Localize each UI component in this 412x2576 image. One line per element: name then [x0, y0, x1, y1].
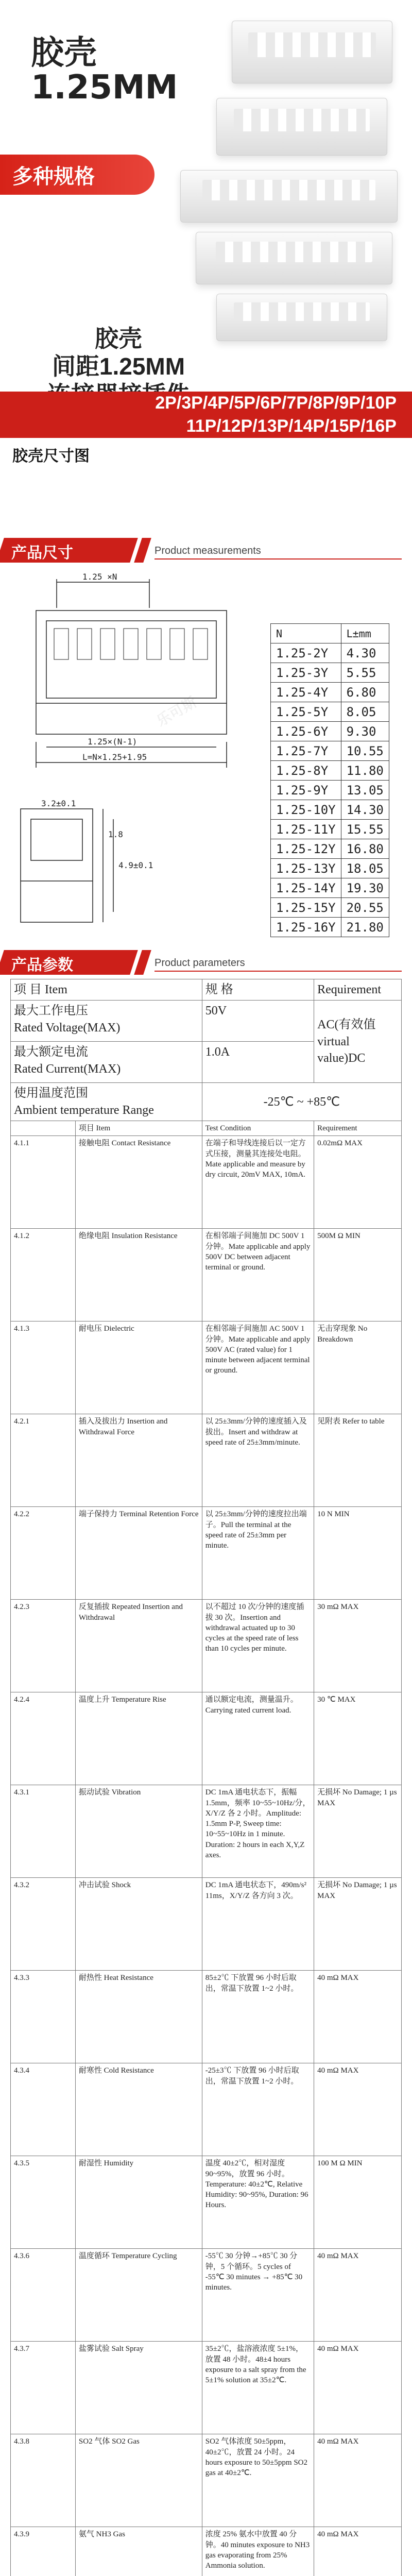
- params-head-spec: 规 格: [202, 979, 314, 1001]
- test-condition: 以不超过 10 次/分钟的速度插拔 30 次。Insertion and withdrawal actuated up to 30 cycles at the speed rate of less than 10 cycles per minute.: [202, 1600, 314, 1692]
- test-condition: 以 25±3mm/分钟的速度拉出端子。Pull the terminal at the speed rate of 25±3mm per minute.: [202, 1507, 314, 1600]
- part-number: 1.25-3Y: [271, 663, 341, 683]
- test-condition: SO2 气体浓度 50±5ppm，40±2℃，放置 24 小时。24 hours exposure to 50±5ppm SO2 gas at 40±2℃.: [202, 2434, 314, 2527]
- section-header-params: [0, 943, 412, 979]
- part-number: 1.25-9Y: [271, 781, 341, 800]
- test-requirement: 40 mΩ MAX: [314, 2063, 402, 2156]
- test-requirement: 无损坏 No Damage; 1 µs MAX: [314, 1785, 402, 1878]
- part-number: 1.25-11Y: [271, 820, 341, 839]
- length-value: 9.30: [341, 722, 389, 741]
- test-requirement: 0.02mΩ MAX: [314, 1136, 402, 1229]
- test-id: 4.3.2: [11, 1878, 76, 1971]
- test-row: [11, 2063, 402, 2156]
- length-value: 5.55: [341, 663, 389, 683]
- test-id: 4.3.7: [11, 2342, 76, 2434]
- test-item: 端子保持力 Terminal Retention Force: [75, 1507, 202, 1600]
- dim-table-row: [271, 800, 389, 820]
- section-header-size: [0, 531, 412, 567]
- test-id: 4.3.8: [11, 2434, 76, 2527]
- pin-count-band: [0, 392, 412, 438]
- hero-subtitle-line1: 胶壳: [95, 325, 142, 352]
- test-item: 耐湿性 Humidity: [75, 2156, 202, 2249]
- test-condition: DC 1mA 通电状态下，490m/s² 11ms，X/Y/Z 各方向 3 次。: [202, 1878, 314, 1971]
- test-item: SO2 气体 SO2 Gas: [75, 2434, 202, 2527]
- test-id: 4.1.1: [11, 1136, 76, 1229]
- dim-table-row: [271, 643, 389, 663]
- dim-table-row: [271, 702, 389, 722]
- test-requirement: 30 mΩ MAX: [314, 1600, 402, 1692]
- dim-table-row: [271, 761, 389, 781]
- length-value: 18.05: [341, 859, 389, 878]
- param-row: [11, 1001, 202, 1042]
- test-row: [11, 1600, 402, 1692]
- dim-table-row: [271, 741, 389, 761]
- test-id: 4.2.3: [11, 1600, 76, 1692]
- length-value: 6.80: [341, 683, 389, 702]
- length-value: 4.30: [341, 643, 389, 663]
- test-id: 4.3.5: [11, 2156, 76, 2249]
- test-condition: 85±2℃ 下放置 96 小时后取出，常温下放置 1~2 小时。: [202, 1971, 314, 2063]
- test-condition: 浓度 25% 氨水中放置 40 分钟。40 minutes exposure to NH3 gas evaporating from 25% Ammonia solution.: [202, 2527, 314, 2576]
- test-requirement: 40 mΩ MAX: [314, 1971, 402, 2063]
- test-item: 温度循环 Temperature Cycling: [75, 2249, 202, 2342]
- hero-title-line1: 胶壳: [31, 34, 97, 72]
- test-condition: -55℃ 30 分钟→+85℃ 30 分钟，5 个循环。5 cycles of -55℃ 30 minutes → +85℃ 30 minutes.: [202, 2249, 314, 2342]
- test-condition: 在相邻端子间施加 AC 500V 1分钟。Mate applicable and apply 500V AC (rated value) for 1 minute between adjacent terminal or ground.: [202, 1321, 314, 1414]
- pin-count-line2: 11P/12P/13P/14P/15P/16P: [186, 416, 397, 436]
- length-value: 14.30: [341, 800, 389, 820]
- dim-label-c: 1.8: [108, 829, 123, 839]
- test-item: 耐电压 Dielectric: [75, 1321, 202, 1414]
- part-number: 1.25-15Y: [271, 898, 341, 918]
- part-number: 1.25-6Y: [271, 722, 341, 741]
- test-requirement: 40 mΩ MAX: [314, 2249, 402, 2342]
- test-item: 氨气 NH3 Gas: [75, 2527, 202, 2576]
- test-requirement: 无损坏 No Damage; 1 µs MAX: [314, 1878, 402, 1971]
- param-row: [11, 1042, 202, 1083]
- test-requirement: 见附表 Refer to table: [314, 1414, 402, 1507]
- test-id: 4.1.2: [11, 1229, 76, 1321]
- test-id: 4.3.9: [11, 2527, 76, 2576]
- test-condition: 温度 40±2℃，相对湿度 90~95%，放置 96 小时。Temperature: 40±2℃, Relative Humidity: 90~95%, Duration: 96 Hours.: [202, 2156, 314, 2249]
- dim-label-e: 4.9±0.1: [118, 860, 153, 870]
- length-value: 10.55: [341, 741, 389, 761]
- length-value: 20.55: [341, 898, 389, 918]
- part-number: 1.25-13Y: [271, 859, 341, 878]
- test-item: 耐寒性 Cold Resistance: [75, 2063, 202, 2156]
- dim-table-row: [271, 781, 389, 800]
- part-number: 1.25-14Y: [271, 878, 341, 898]
- param-value: -25℃ ~ +85℃: [202, 1083, 401, 1121]
- test-condition: 在相邻端子间施加 DC 500V 1分钟。Mate applicable and apply 500V DC between adjacent terminal or ground.: [202, 1229, 314, 1321]
- test-item: 冲击试验 Shock: [75, 1878, 202, 1971]
- test-condition: DC 1mA 通电状态下，振幅 1.5mm，频率 10~55~10Hz/分，X/Y/Z 各 2 小时。Amplitude: 1.5mm P-P, Sweep time: 10~55~10Hz in 1 minute. Duration: 2 hours in each X,Y,Z axes.: [202, 1785, 314, 1878]
- dim-table-row: [271, 898, 389, 918]
- section-title: 产品尺寸: [11, 545, 73, 562]
- test-id: 4.2.1: [11, 1414, 76, 1507]
- test-item: 接触电阻 Contact Resistance: [75, 1136, 202, 1229]
- dim-table-row: [271, 683, 389, 702]
- param-row: [11, 1083, 202, 1121]
- section-subtitle: Product parameters: [154, 957, 245, 969]
- test-row: [11, 2249, 402, 2342]
- test-requirement: 40 mΩ MAX: [314, 2434, 402, 2527]
- product-image: [216, 294, 387, 341]
- test-condition: 35±2℃，盐溶液浓度 5±1%，放置 48 小时。48±4 hours exposure to a salt spray from the 5±1% solution at 35±2℃.: [202, 2342, 314, 2434]
- dim-label-top: 1.25 ×N: [82, 572, 117, 582]
- test-item: 温度上升 Temperature Rise: [75, 1692, 202, 1785]
- params-head-item: 项 目 Item: [11, 979, 202, 1001]
- test-requirement: 30 ℃ MAX: [314, 1692, 402, 1785]
- product-image: [232, 21, 392, 83]
- test-id: 4.2.4: [11, 1692, 76, 1785]
- dim-table-row: [271, 820, 389, 839]
- dim-label-a: 1.25×(N-1): [88, 737, 138, 747]
- part-number: 1.25-12Y: [271, 839, 341, 859]
- section-subtitle: Product measurements: [154, 545, 261, 556]
- length-value: 13.05: [341, 781, 389, 800]
- hero-title: [31, 36, 178, 105]
- part-number: 1.25-8Y: [271, 761, 341, 781]
- test-condition: 以 25±3mm/分钟的速度插入及拔出。Insert and withdraw at speed rate of 25±3mm/minute.: [202, 1414, 314, 1507]
- params-head-req: Requirement: [314, 979, 402, 1001]
- test-row: [11, 1507, 402, 1600]
- dim-table-row: [271, 722, 389, 741]
- test-id: 4.3.1: [11, 1785, 76, 1878]
- param-cn: 最大工作电压: [14, 1004, 88, 1018]
- part-number: 1.25-2Y: [271, 643, 341, 663]
- test-requirement: 100 M Ω MIN: [314, 2156, 402, 2249]
- test-item: 耐热性 Heat Resistance: [75, 1971, 202, 2063]
- test-row: [11, 1692, 402, 1785]
- dim-table-row: [271, 918, 389, 937]
- part-number: 1.25-4Y: [271, 683, 341, 702]
- section-title: 产品参数: [11, 957, 73, 974]
- dimension-drawing: [10, 572, 402, 948]
- test-row: [11, 1414, 402, 1507]
- test-condition: 在端子和导线连接后以一定方式压接，测量其连接处电阻。Mate applicable and measure by dry circuit, 20mV MAX, 10mA.: [202, 1136, 314, 1229]
- test-item: 反复插拔 Repeated Insertion and Withdrawal: [75, 1600, 202, 1692]
- dim-table-row: [271, 859, 389, 878]
- product-image: [196, 232, 392, 284]
- test-row: [11, 2342, 402, 2434]
- test-id: 4.3.4: [11, 2063, 76, 2156]
- dim-table-head: N: [271, 624, 341, 643]
- test-row: [11, 1321, 402, 1414]
- test-requirement: 10 N MIN: [314, 1507, 402, 1600]
- length-value: 11.80: [341, 761, 389, 781]
- param-req: AC(有效值 virtual value)DC: [314, 1001, 402, 1083]
- dim-label-d: 3.2±0.1: [41, 799, 76, 808]
- length-value: 16.80: [341, 839, 389, 859]
- test-row: [11, 2156, 402, 2249]
- col-head: Requirement: [314, 1121, 402, 1136]
- param-value: 50V: [202, 1001, 314, 1042]
- hero-title-line2: 1.25MM: [31, 69, 178, 107]
- param-en: Rated Voltage(MAX): [14, 1021, 121, 1035]
- length-value: 21.80: [341, 918, 389, 937]
- length-value: 15.55: [341, 820, 389, 839]
- length-value: 8.05: [341, 702, 389, 722]
- spec-variety-tab: 多种规格: [0, 155, 154, 195]
- test-condition: -25±3℃ 下放置 96 小时后取出，常温下放置 1~2 小时。: [202, 2063, 314, 2156]
- test-requirement: 无击穿现象 No Breakdown: [314, 1321, 402, 1414]
- parameters-table: [10, 979, 402, 2576]
- dim-table-row: [271, 663, 389, 683]
- test-id: 4.3.3: [11, 1971, 76, 2063]
- param-en: Rated Current(MAX): [14, 1062, 121, 1076]
- test-row: [11, 1136, 402, 1229]
- test-item: 盐雾试验 Salt Spray: [75, 2342, 202, 2434]
- part-number: 1.25-10Y: [271, 800, 341, 820]
- part-number: 1.25-16Y: [271, 918, 341, 937]
- dimension-table: [270, 623, 389, 937]
- col-head: Test Condition: [202, 1121, 314, 1136]
- test-row: [11, 1785, 402, 1878]
- param-cn: 使用温度范围: [14, 1087, 88, 1100]
- param-en: Ambient temperature Range: [14, 1103, 154, 1117]
- dim-table-head: L±mm: [341, 624, 389, 643]
- product-image: [216, 98, 387, 156]
- watermark: 乐可斯: [153, 693, 199, 730]
- test-row: [11, 2434, 402, 2527]
- test-row: [11, 2527, 402, 2576]
- length-value: 19.30: [341, 878, 389, 898]
- test-requirement: 500M Ω MIN: [314, 1229, 402, 1321]
- col-head: [11, 1121, 76, 1136]
- test-item: 振动试验 Vibration: [75, 1785, 202, 1878]
- param-value: 1.0A: [202, 1042, 314, 1083]
- test-id: 4.3.6: [11, 2249, 76, 2342]
- dim-table-row: [271, 878, 389, 898]
- hero-banner: [0, 0, 412, 531]
- test-item: 插入及拔出力 Insertion and Withdrawal Force: [75, 1414, 202, 1507]
- part-number: 1.25-5Y: [271, 702, 341, 722]
- test-id: 4.2.2: [11, 1507, 76, 1600]
- test-requirement: 40 mΩ MAX: [314, 2342, 402, 2434]
- pin-count-line1: 2P/3P/4P/5P/6P/7P/8P/9P/10P: [155, 393, 397, 413]
- test-condition: 通以额定电流，测量温升。Carrying rated current load.: [202, 1692, 314, 1785]
- dim-table-row: [271, 839, 389, 859]
- test-id: 4.1.3: [11, 1321, 76, 1414]
- hero-subtitle-line2: 间距1.25MM: [52, 353, 185, 380]
- test-item: 绝缘电阻 Insulation Resistance: [75, 1229, 202, 1321]
- drawing-caption: 胶壳尺寸图: [12, 448, 90, 465]
- test-row: [11, 1971, 402, 2063]
- test-row: [11, 1878, 402, 1971]
- test-requirement: 40 mΩ MAX: [314, 2527, 402, 2576]
- part-number: 1.25-7Y: [271, 741, 341, 761]
- param-cn: 最大额定电流: [14, 1045, 88, 1059]
- product-image: [180, 170, 398, 223]
- dim-label-b: L=N×1.25+1.95: [82, 752, 147, 762]
- col-head: 项目 Item: [75, 1121, 202, 1136]
- test-row: [11, 1229, 402, 1321]
